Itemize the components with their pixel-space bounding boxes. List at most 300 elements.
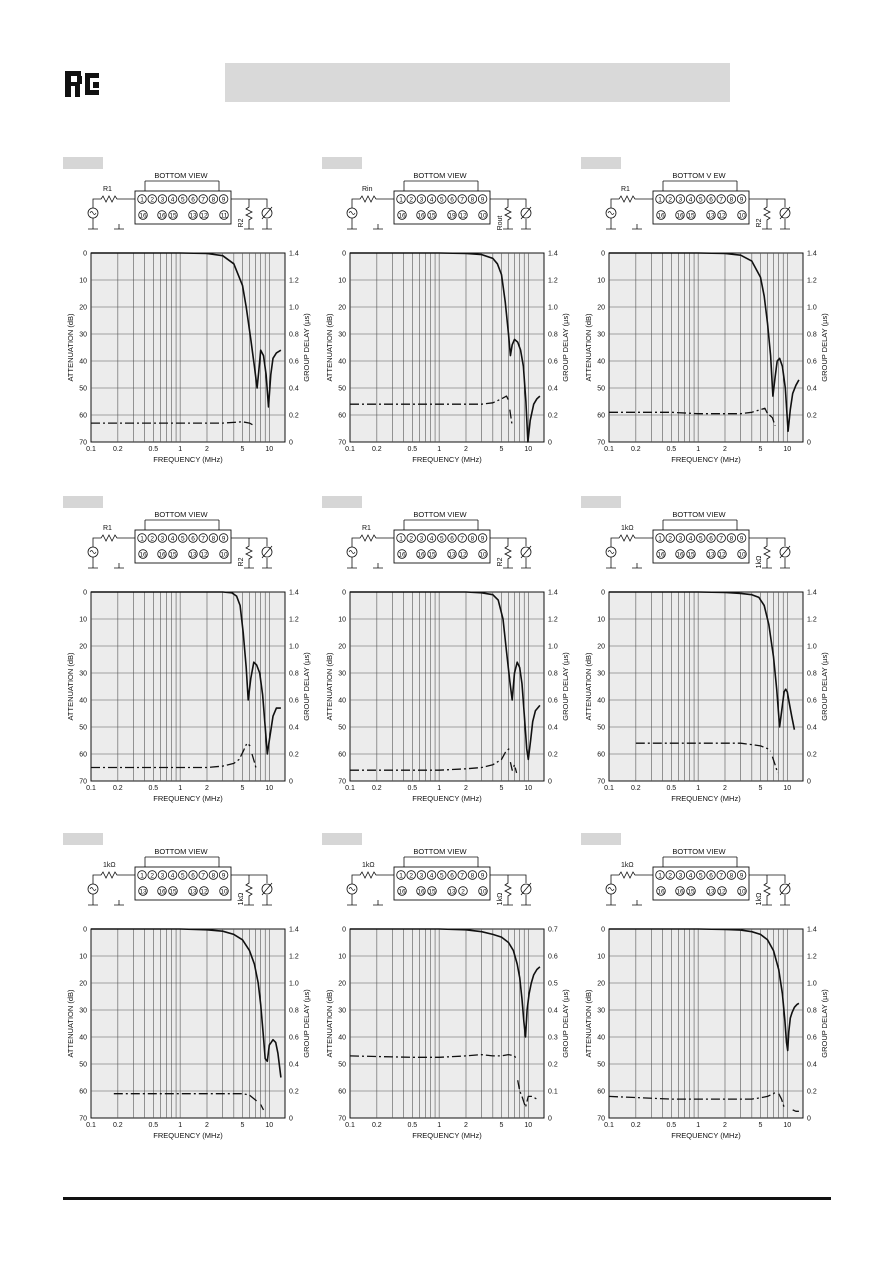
input-resistor-label: R1 — [103, 525, 112, 532]
y-tick-label: 60 — [79, 412, 87, 420]
y2-tick-label: 1.4 — [807, 589, 817, 597]
input-resistor-label: 1kΩ — [621, 862, 634, 869]
pin-label: 3 — [678, 535, 683, 543]
y-tick-label: 20 — [597, 304, 605, 312]
x-tick-label: 5 — [499, 785, 504, 792]
pin-label: 5 — [180, 872, 185, 880]
pin-label: 3 — [160, 535, 165, 543]
pin-label: 4 — [170, 872, 175, 880]
pin-label: 2 — [150, 872, 155, 880]
x-tick-label: 2 — [464, 785, 468, 792]
y2-tick-label: 0.6 — [807, 1034, 817, 1042]
x-tick-label: 0.2 — [630, 446, 641, 453]
y2-tick-label: 0 — [548, 439, 552, 447]
y2-tick-label: 0.2 — [548, 412, 558, 420]
y-tick-label: 0 — [83, 589, 87, 597]
y2-tick-label: 0 — [289, 439, 293, 447]
pinout-schematic — [601, 169, 831, 239]
x-tick-label: 5 — [240, 446, 245, 453]
x-tick-label: 0.5 — [148, 785, 159, 792]
pin-label: 1 — [140, 872, 144, 880]
y-tick-label: 70 — [79, 439, 87, 447]
pin-label: 16 — [676, 212, 684, 220]
pin-label: 2 — [150, 535, 155, 543]
y2-tick-label: 0.6 — [807, 697, 817, 705]
y-tick-label: 10 — [79, 616, 87, 624]
pin-label: 13 — [707, 888, 715, 896]
y-axis-label: ATTENUATION (dB) — [325, 313, 334, 382]
y2-tick-label: 1.2 — [807, 277, 817, 285]
y-tick-label: 10 — [79, 953, 87, 961]
y-tick-label: 50 — [597, 724, 605, 732]
y-tick-label: 70 — [597, 778, 605, 786]
y2-tick-label: 0.2 — [289, 751, 299, 759]
y2-tick-label: 1.0 — [807, 304, 817, 312]
pin-label: 16 — [417, 551, 425, 559]
y-tick-label: 70 — [338, 1115, 346, 1123]
attenuation-chart — [63, 235, 313, 464]
x-axis-label: FREQUENCY (MHz) — [153, 794, 223, 803]
pin-label: 9 — [739, 535, 744, 543]
y2-axis-label: GROUP DELAY (µs) — [561, 313, 570, 382]
pin-label: 5 — [439, 535, 444, 543]
pin-label: 15 — [169, 551, 177, 559]
output-resistor-label: R2 — [497, 557, 504, 567]
schematic-title: BOTTOM VIEW — [672, 510, 726, 519]
y2-axis-label: GROUP DELAY (µs) — [302, 313, 311, 382]
y2-tick-label: 1.2 — [807, 616, 817, 624]
pin-label: 10 — [738, 888, 746, 896]
schematic-title: BOTTOM VIEW — [154, 510, 208, 519]
pin-label: 1 — [140, 196, 144, 204]
x-tick-label: 0.1 — [345, 1122, 355, 1129]
filter-response-panel — [63, 833, 313, 1140]
schematic-wire — [145, 520, 219, 530]
plot-area — [350, 253, 544, 442]
y-tick-label: 60 — [338, 412, 346, 420]
pin-label: 15 — [169, 212, 177, 220]
y-tick-label: 50 — [79, 385, 87, 393]
y-tick-label: 40 — [79, 697, 87, 705]
y2-tick-label: 0 — [548, 778, 552, 786]
y2-tick-label: 0.1 — [548, 1088, 558, 1096]
y-tick-label: 40 — [338, 358, 346, 366]
ground-icon — [632, 900, 642, 905]
pin-label: 2 — [668, 196, 673, 204]
input-resistor-label: R1 — [621, 186, 630, 193]
rf-company-logo-icon — [63, 69, 101, 99]
y-tick-label: 20 — [338, 643, 346, 651]
y-tick-label: 40 — [338, 1034, 346, 1042]
pin-label: 4 — [170, 535, 175, 543]
filter-response-panel — [63, 496, 313, 803]
y-axis-label: ATTENUATION (dB) — [66, 989, 75, 1058]
attenuation-chart — [322, 235, 572, 464]
output-resistor-label: R2 — [238, 218, 245, 228]
pin-label: 10 — [479, 551, 487, 559]
pin-label: 10 — [220, 551, 228, 559]
y-tick-label: 10 — [597, 953, 605, 961]
panel-tag — [63, 496, 103, 508]
pin-label: 9 — [480, 196, 485, 204]
y2-tick-label: 1.0 — [548, 643, 558, 651]
y-tick-label: 60 — [597, 412, 605, 420]
schematic-title: BOTTOM V EW — [672, 171, 726, 180]
x-tick-label: 10 — [783, 1122, 792, 1129]
x-tick-label: 2 — [205, 785, 209, 792]
x-tick-label: 0.5 — [666, 446, 677, 453]
pin-label: 8 — [211, 872, 216, 880]
pin-label: 12 — [200, 212, 208, 220]
x-tick-label: 10 — [265, 785, 274, 792]
pin-label: 2 — [409, 535, 414, 543]
pin-label: 16 — [676, 888, 684, 896]
y2-tick-label: 0 — [289, 778, 293, 786]
pin-label: 6 — [450, 872, 454, 880]
y2-tick-label: 0.4 — [548, 724, 558, 732]
y-tick-label: 0 — [342, 250, 346, 258]
output-resistor-label: 1kΩ — [756, 555, 763, 569]
panel-tag — [63, 833, 103, 845]
x-tick-label: 2 — [205, 1122, 209, 1129]
y2-tick-label: 1.0 — [548, 304, 558, 312]
pin-label: 9 — [221, 535, 226, 543]
y2-axis-label: GROUP DELAY (µs) — [561, 652, 570, 721]
y2-tick-label: 0.6 — [289, 358, 299, 366]
filter-response-panel — [322, 157, 572, 464]
y-tick-label: 20 — [79, 980, 87, 988]
x-axis-label: FREQUENCY (MHz) — [153, 1131, 223, 1140]
pin-label: 15 — [687, 888, 695, 896]
y-tick-label: 30 — [597, 1007, 605, 1015]
input-resistor-label: 1kΩ — [103, 862, 116, 869]
pin-label: 16 — [657, 888, 665, 896]
ground-icon — [114, 224, 124, 229]
x-tick-label: 5 — [758, 1122, 763, 1129]
pin-label: 1 — [658, 872, 662, 880]
ground-icon — [373, 900, 383, 905]
y2-tick-label: 0.5 — [548, 980, 558, 988]
pin-label: 4 — [688, 535, 693, 543]
pin-label: 2 — [409, 872, 414, 880]
schematic-wire — [404, 857, 478, 867]
input-resistor-label: R1 — [362, 525, 371, 532]
pin-label: 13 — [189, 212, 197, 220]
y2-axis-label: GROUP DELAY (µs) — [302, 989, 311, 1058]
ground-icon — [632, 563, 642, 568]
schematic-wire — [145, 181, 219, 191]
x-tick-label: 5 — [499, 446, 504, 453]
pin-label: 7 — [201, 196, 206, 204]
y2-tick-label: 0.4 — [807, 1061, 817, 1069]
y-tick-label: 30 — [338, 331, 346, 339]
pin-label: 9 — [221, 196, 226, 204]
x-tick-label: 10 — [524, 785, 533, 792]
y2-tick-label: 1.4 — [807, 250, 817, 258]
y2-tick-label: 0.2 — [548, 751, 558, 759]
y2-axis-label: GROUP DELAY (µs) — [820, 652, 829, 721]
x-tick-label: 0.1 — [86, 1122, 96, 1129]
y-tick-label: 40 — [597, 697, 605, 705]
x-tick-label: 10 — [265, 1122, 274, 1129]
x-tick-label: 0.2 — [630, 785, 641, 792]
y2-tick-label: 0.6 — [289, 1034, 299, 1042]
pin-label: 16 — [417, 212, 425, 220]
x-axis-label: FREQUENCY (MHz) — [671, 455, 741, 464]
y2-tick-label: 0.2 — [807, 412, 817, 420]
pin-label: 8 — [211, 196, 216, 204]
x-axis-label: FREQUENCY (MHz) — [412, 455, 482, 464]
pin-label: 6 — [191, 535, 195, 543]
pin-label: 11 — [220, 212, 228, 220]
x-tick-label: 10 — [783, 446, 792, 453]
y-axis-label: ATTENUATION (dB) — [66, 652, 75, 721]
x-tick-label: 1 — [437, 1122, 442, 1129]
pin-label: 7 — [719, 535, 724, 543]
pin-label: 15 — [428, 551, 436, 559]
y2-tick-label: 0 — [807, 1115, 811, 1123]
pin-label: 6 — [709, 535, 713, 543]
x-tick-label: 0.1 — [345, 446, 355, 453]
x-tick-label: 0.5 — [666, 1122, 677, 1129]
x-tick-label: 2 — [205, 446, 209, 453]
y2-tick-label: 0.4 — [289, 724, 299, 732]
pinout-schematic — [83, 169, 313, 239]
x-tick-label: 0.2 — [371, 785, 382, 792]
x-axis-label: FREQUENCY (MHz) — [412, 1131, 482, 1140]
schematic-wire — [145, 857, 219, 867]
pin-label: 4 — [688, 872, 693, 880]
y-tick-label: 0 — [342, 589, 346, 597]
pin-label: 7 — [460, 535, 465, 543]
pin-label: 13 — [707, 551, 715, 559]
x-tick-label: 0.1 — [604, 785, 614, 792]
pin-label: 2 — [409, 196, 414, 204]
x-tick-label: 0.5 — [407, 1122, 418, 1129]
ground-icon — [373, 224, 383, 229]
y-tick-label: 50 — [597, 385, 605, 393]
panel-tag — [322, 157, 362, 169]
schematic-wire — [404, 520, 478, 530]
y-tick-label: 50 — [338, 1061, 346, 1069]
plot-area — [609, 592, 803, 781]
y-tick-label: 60 — [338, 751, 346, 759]
y-tick-label: 0 — [601, 589, 605, 597]
x-tick-label: 10 — [524, 446, 533, 453]
x-tick-label: 0.1 — [86, 785, 96, 792]
schematic-title: BOTTOM VIEW — [413, 510, 467, 519]
pin-label: 13 — [707, 212, 715, 220]
pin-label: 7 — [201, 872, 206, 880]
pin-label: 5 — [180, 535, 185, 543]
pin-label: 7 — [719, 872, 724, 880]
pin-label: 2 — [668, 535, 673, 543]
y2-tick-label: 1.2 — [548, 616, 558, 624]
pin-label: 10 — [479, 212, 487, 220]
y2-tick-label: 0.2 — [807, 1088, 817, 1096]
pin-label: 16 — [657, 551, 665, 559]
y2-tick-label: 0.3 — [548, 1034, 558, 1042]
y2-tick-label: 1.0 — [807, 643, 817, 651]
filter-response-panel — [322, 833, 572, 1140]
y-tick-label: 40 — [597, 1034, 605, 1042]
output-resistor-label: R2 — [756, 218, 763, 228]
panel-tag — [581, 833, 621, 845]
y2-tick-label: 1.4 — [289, 589, 299, 597]
y-tick-label: 60 — [597, 751, 605, 759]
pin-label: 3 — [419, 196, 424, 204]
x-tick-label: 0.5 — [148, 1122, 159, 1129]
pin-label: 12 — [200, 551, 208, 559]
filter-response-panel — [581, 833, 831, 1140]
pin-label: 15 — [428, 212, 436, 220]
y-tick-label: 30 — [597, 670, 605, 678]
y2-tick-label: 0.4 — [289, 1061, 299, 1069]
x-tick-label: 2 — [464, 1122, 468, 1129]
y-tick-label: 10 — [338, 277, 346, 285]
pin-label: 2 — [461, 888, 465, 896]
y-tick-label: 0 — [342, 926, 346, 934]
x-axis-label: FREQUENCY (MHz) — [153, 455, 223, 464]
y-axis-label: ATTENUATION (dB) — [584, 313, 593, 382]
y2-tick-label: 1.0 — [289, 304, 299, 312]
output-resistor-label: Rout — [497, 215, 504, 231]
pin-label: 16 — [398, 551, 406, 559]
pin-label: 10 — [479, 888, 487, 896]
pin-label: 3 — [160, 872, 165, 880]
y-tick-label: 0 — [601, 926, 605, 934]
pin-label: 3 — [160, 196, 165, 204]
pinout-schematic — [342, 169, 572, 239]
y2-axis-label: GROUP DELAY (µs) — [302, 652, 311, 721]
y2-tick-label: 0.2 — [289, 1088, 299, 1096]
pin-label: 10 — [738, 551, 746, 559]
x-tick-label: 0.2 — [112, 785, 123, 792]
pin-label: 16 — [158, 551, 166, 559]
y2-tick-label: 1.2 — [289, 616, 299, 624]
y-tick-label: 30 — [79, 670, 87, 678]
pinout-schematic — [83, 845, 313, 915]
y-tick-label: 40 — [597, 358, 605, 366]
input-resistor-label: 1kΩ — [362, 862, 375, 869]
x-axis-label: FREQUENCY (MHz) — [671, 1131, 741, 1140]
schematic-title: BOTTOM VIEW — [413, 171, 467, 180]
pin-label: 3 — [419, 535, 424, 543]
y-tick-label: 50 — [338, 724, 346, 732]
y2-tick-label: 0 — [807, 439, 811, 447]
y-tick-label: 0 — [83, 926, 87, 934]
y-tick-label: 20 — [338, 304, 346, 312]
y-tick-label: 10 — [597, 616, 605, 624]
x-tick-label: 1 — [696, 785, 701, 792]
panel-tag — [581, 157, 621, 169]
pin-label: 9 — [480, 872, 485, 880]
pin-label: 6 — [450, 196, 454, 204]
y-tick-label: 10 — [597, 277, 605, 285]
filter-response-panel — [581, 496, 831, 803]
pinout-schematic — [342, 508, 572, 578]
pin-label: 15 — [687, 551, 695, 559]
y-tick-label: 50 — [79, 1061, 87, 1069]
y-axis-label: ATTENUATION (dB) — [325, 989, 334, 1058]
pin-label: 16 — [398, 888, 406, 896]
x-tick-label: 10 — [265, 446, 274, 453]
pin-label: 16 — [139, 212, 147, 220]
schematic-wire — [663, 181, 737, 191]
pin-label: 16 — [417, 888, 425, 896]
y2-tick-label: 0.7 — [548, 926, 558, 934]
pinout-schematic — [601, 508, 831, 578]
x-tick-label: 2 — [723, 785, 727, 792]
y-tick-label: 40 — [79, 358, 87, 366]
y2-tick-label: 0.6 — [289, 697, 299, 705]
plot-area — [91, 592, 285, 781]
plot-area — [91, 253, 285, 442]
x-tick-label: 0.2 — [630, 1122, 641, 1129]
pin-label: 7 — [201, 535, 206, 543]
x-tick-label: 5 — [240, 785, 245, 792]
attenuation-chart — [581, 235, 831, 464]
panel-tag — [581, 496, 621, 508]
pin-label: 6 — [191, 196, 195, 204]
plot-area — [350, 592, 544, 781]
pinout-schematic — [83, 508, 313, 578]
output-resistor-label: 1kΩ — [756, 892, 763, 906]
pin-label: 7 — [460, 872, 465, 880]
x-tick-label: 1 — [696, 446, 701, 453]
pin-label: 12 — [718, 888, 726, 896]
pin-label: 12 — [459, 551, 467, 559]
pin-label: 3 — [678, 872, 683, 880]
y-tick-label: 10 — [79, 277, 87, 285]
schematic-wire — [404, 181, 478, 191]
y-tick-label: 10 — [338, 953, 346, 961]
y2-tick-label: 1.4 — [548, 250, 558, 258]
pin-label: 16 — [139, 551, 147, 559]
y2-tick-label: 0 — [807, 778, 811, 786]
y-axis-label: ATTENUATION (dB) — [325, 652, 334, 721]
y-tick-label: 70 — [338, 778, 346, 786]
y2-tick-label: 0 — [289, 1115, 293, 1123]
x-tick-label: 0.2 — [112, 1122, 123, 1129]
x-tick-label: 5 — [758, 785, 763, 792]
y-axis-label: ATTENUATION (dB) — [584, 989, 593, 1058]
pin-label: 5 — [698, 872, 703, 880]
pin-label: 3 — [419, 872, 424, 880]
pin-label: 4 — [429, 872, 434, 880]
plot-area — [91, 929, 285, 1118]
pin-label: 9 — [739, 196, 744, 204]
output-resistor-label: 1kΩ — [238, 892, 245, 906]
pin-label: 1 — [658, 535, 662, 543]
attenuation-chart — [322, 911, 572, 1140]
x-tick-label: 0.2 — [371, 1122, 382, 1129]
pin-label: 5 — [439, 872, 444, 880]
filter-response-panel — [581, 157, 831, 464]
schematic-title: BOTTOM VIEW — [154, 171, 208, 180]
pin-label: 2 — [150, 196, 155, 204]
x-axis-label: FREQUENCY (MHz) — [671, 794, 741, 803]
y2-tick-label: 0.8 — [548, 670, 558, 678]
y-tick-label: 60 — [338, 1088, 346, 1096]
attenuation-chart — [581, 911, 831, 1140]
y-tick-label: 30 — [338, 1007, 346, 1015]
y-tick-label: 30 — [338, 670, 346, 678]
pin-label: 8 — [470, 196, 475, 204]
y-tick-label: 70 — [597, 439, 605, 447]
y2-tick-label: 1.2 — [807, 953, 817, 961]
pin-label: 1 — [399, 535, 403, 543]
